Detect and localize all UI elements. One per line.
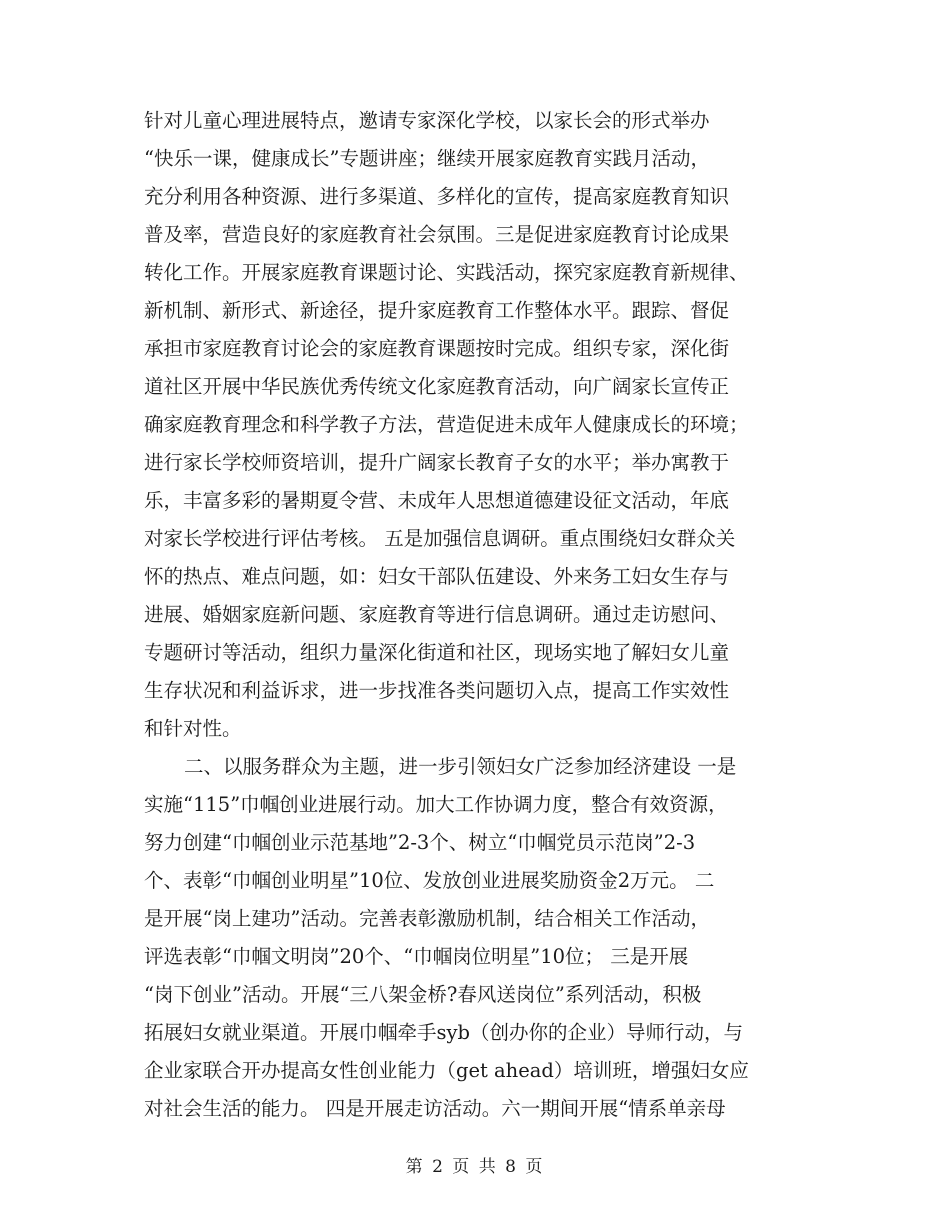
text-line: 实施“115”巾帼创业进展行动。加大工作协调力度，整合有效资源， [144,793,728,816]
text-line: 新机制、新形式、新途径，提升家庭教育工作整体水平。跟踪、督促 [144,299,730,322]
text-line: 对社会生活的能力。 四是开展走访活动。六一期间开展“情系单亲母 [144,1097,726,1120]
text-line: 努力创建“巾帼创业示范基地”2-3个、树立“巾帼党员示范岗”2-3 [144,831,696,854]
text-line: 进行家长学校师资培训，提升广阔家长教育子女的水平；举办寓教于 [144,451,730,474]
text-line: 针对儿童心理进展特点，邀请专家深化学校，以家长会的形式举办 [144,109,710,132]
text-line: 拓展妇女就业渠道。开展巾帼牵手syb（创办你的企业）导师行动，与 [144,1021,744,1044]
text-line: “岗下创业”活动。开展“三八架金桥?春风送岗位”系列活动，积极 [144,983,702,1006]
text-line: 怀的热点、难点问题，如：妇女干部队伍建设、外来务工妇女生存与 [144,565,730,588]
text-line: 企业家联合开办提高女性创业能力（get ahead）培训班，增强妇女应 [144,1059,749,1082]
text-line: 充分利用各种资源、进行多渠道、多样化的宣传，提高家庭教育知识 [144,185,730,208]
text-line: 转化工作。开展家庭教育课题讨论、实践活动，探究家庭教育新规律、 [144,261,749,284]
text-line: 道社区开展中华民族优秀传统文化家庭教育活动，向广阔家长宣传正 [144,375,730,398]
text-line: 普及率，营造良好的家庭教育社会氛围。三是促进家庭教育讨论成果 [144,223,730,246]
text-line: 个、表彰“巾帼创业明星”10位、发放创业进展奖励资金2万元。 二 [144,869,715,892]
text-line: 对家长学校进行评估考核。 五是加强信息调研。重点围绕妇女群众关 [144,527,736,550]
document-body [144,102,812,1128]
text-line: 专题研讨等活动，组织力量深化街道和社区，现场实地了解妇女儿童 [144,641,730,664]
text-line: 确家庭教育理念和科学教子方法，营造促进未成年人健康成长的环境； [144,413,749,436]
paragraph-1 [144,102,812,748]
text-line: 进展、婚姻家庭新问题、家庭教育等进行信息调研。通过走访慰问、 [144,603,730,626]
text-line: 是开展“岗上建功”活动。完善表彰激励机制，结合相关工作活动， [144,907,710,930]
text-line: 评选表彰“巾帼文明岗”20个、“巾帼岗位明星”10位； 三是开展 [144,945,689,968]
paragraph-2 [144,748,812,1128]
text-line: 生存状况和利益诉求，进一步找准各类问题切入点，提高工作实效性 [144,679,730,702]
page-number-footer: 第 2 页 共 8 页 [405,1157,545,1177]
text-line: 和针对性。 [144,717,242,740]
text-line: 承担市家庭教育讨论会的家庭教育课题按时完成。组织专家，深化街 [144,337,730,360]
text-line: “快乐一课，健康成长”专题讲座；继续开展家庭教育实践月活动， [144,147,710,170]
text-line: 乐，丰富多彩的暑期夏令营、未成年人思想道德建设征文活动，年底 [144,489,730,512]
text-line: 二、以服务群众为主题，进一步引领妇女广泛参加经济建设 一是 [184,755,737,778]
